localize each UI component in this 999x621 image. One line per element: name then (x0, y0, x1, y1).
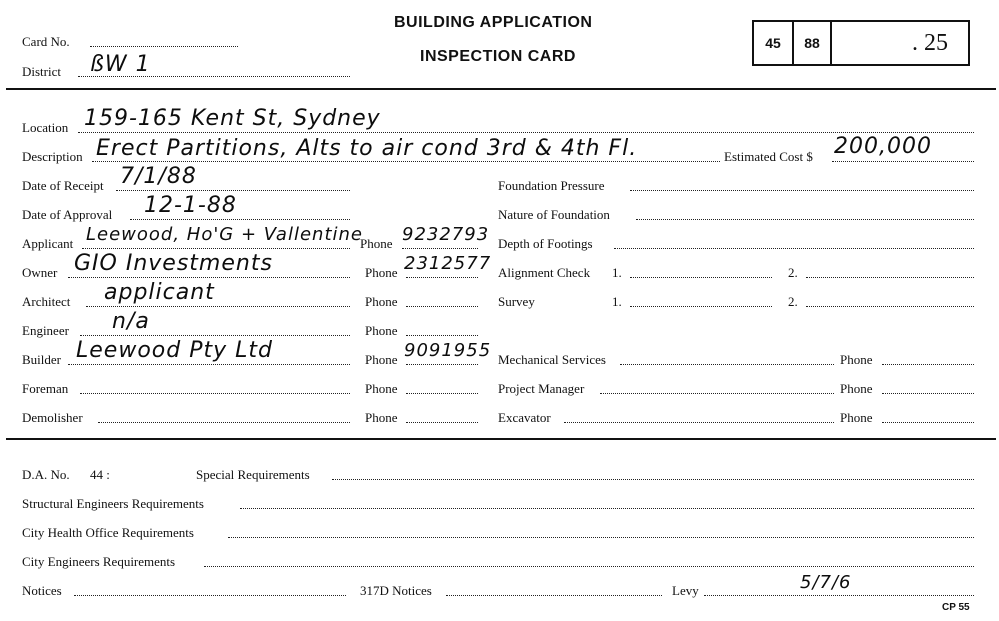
survey-line-2 (806, 306, 974, 307)
applicant-phone-line (402, 248, 478, 249)
engineer-label: Engineer (22, 323, 69, 338)
project-manager-phone-label: Phone (840, 381, 873, 396)
estimated-cost-value: 200,000 (834, 134, 932, 159)
builder-phone-label: Phone (365, 352, 398, 367)
health-requirements-line (228, 537, 974, 538)
owner-value: GIO Investments (74, 251, 273, 276)
estimated-cost-label: Estimated Cost $ (724, 149, 813, 164)
district-value: ßW 1 (90, 52, 151, 77)
alignment-check-num-1: 1. (612, 265, 622, 280)
applicant-line (82, 248, 350, 249)
foreman-line (80, 393, 350, 394)
nature-foundation-label: Nature of Foundation (498, 207, 610, 222)
engineer-phone-label: Phone (365, 323, 398, 338)
notices-line (74, 595, 346, 596)
da-no-value: 44 : (90, 467, 110, 482)
structural-requirements-line (240, 508, 974, 509)
engineer-value: n/a (112, 309, 150, 334)
engineer-line (80, 335, 350, 336)
date-receipt-line (116, 190, 350, 191)
levy-value: 5/7/6 (800, 572, 852, 593)
excavator-phone-line (882, 422, 974, 423)
builder-phone-value: 9091955 (404, 340, 492, 361)
mechanical-label: Mechanical Services (498, 352, 606, 367)
survey-num-2: 2. (788, 294, 798, 309)
excavator-line (564, 422, 834, 423)
city-engineers-requirements-label: City Engineers Requirements (22, 554, 176, 569)
architect-value: applicant (104, 280, 215, 305)
owner-phone-label: Phone (365, 265, 398, 280)
foreman-phone-label: Phone (365, 381, 398, 396)
foreman-phone-line (406, 393, 478, 394)
demolisher-phone-label: Phone (365, 410, 398, 425)
title-line-1: BUILDING APPLICATION (394, 14, 593, 31)
district-label: District (22, 64, 61, 79)
levy-label: Levy (672, 583, 699, 598)
foundation-pressure-line (630, 190, 974, 191)
architect-phone-label: Phone (365, 294, 398, 309)
owner-line (68, 277, 350, 278)
builder-label: Builder (22, 352, 61, 367)
mechanical-phone-line (882, 364, 974, 365)
estimated-cost-line (832, 161, 974, 162)
number-part-3: . 25 (912, 29, 948, 56)
date-receipt-label: Date of Receipt (22, 178, 104, 193)
survey-line-1 (630, 306, 772, 307)
applicant-label: Applicant (22, 236, 74, 251)
applicant-phone-value: 9232793 (402, 224, 490, 245)
location-line (78, 132, 974, 133)
depth-footings-line (614, 248, 974, 249)
date-approval-value: 12-1-88 (144, 193, 237, 218)
survey-label: Survey (498, 294, 535, 309)
number-part-2: 88 (794, 22, 832, 64)
engineer-phone-line (406, 335, 478, 336)
owner-phone-line (406, 277, 478, 278)
alignment-check-line-1 (630, 277, 772, 278)
city-engineers-requirements-line (204, 566, 974, 567)
mechanical-line (620, 364, 834, 365)
card-no-line (90, 46, 238, 47)
divider-middle (6, 438, 996, 440)
number-part-1: 45 (754, 22, 794, 64)
owner-phone-value: 2312577 (404, 253, 492, 274)
excavator-label: Excavator (498, 410, 551, 425)
foreman-label: Foreman (22, 381, 69, 396)
notices-label: Notices (22, 583, 62, 598)
da-no-label: D.A. No. (22, 467, 70, 482)
excavator-phone-label: Phone (840, 410, 873, 425)
architect-label: Architect (22, 294, 71, 309)
applicant-value: Leewood, Ho'G + Vallentine (86, 224, 363, 245)
health-requirements-label: City Health Office Requirements (22, 525, 194, 540)
special-requirements-line (332, 479, 974, 480)
notices-317d-line (446, 595, 662, 596)
date-approval-label: Date of Approval (22, 207, 113, 222)
builder-value: Leewood Pty Ltd (76, 338, 273, 363)
date-receipt-value: 7/1/88 (120, 164, 197, 189)
application-number-box (752, 20, 970, 66)
demolisher-phone-line (406, 422, 478, 423)
project-manager-label: Project Manager (498, 381, 585, 396)
levy-line (704, 595, 974, 596)
alignment-check-line-2 (806, 277, 974, 278)
demolisher-line (98, 422, 350, 423)
divider-top (6, 88, 996, 90)
depth-footings-label: Depth of Footings (498, 236, 593, 251)
alignment-check-label: Alignment Check (498, 265, 591, 280)
form-code: CP 55 (942, 602, 970, 613)
date-approval-line (130, 219, 350, 220)
nature-foundation-line (636, 219, 974, 220)
foundation-pressure-label: Foundation Pressure (498, 178, 605, 193)
alignment-check-num-2: 2. (788, 265, 798, 280)
builder-line (68, 364, 350, 365)
applicant-phone-label: Phone (360, 236, 393, 251)
special-requirements-label: Special Requirements (196, 467, 310, 482)
project-manager-phone-line (882, 393, 974, 394)
title-line-2: INSPECTION CARD (420, 48, 576, 65)
mechanical-phone-label: Phone (840, 352, 873, 367)
card-no-label: Card No. (22, 34, 70, 49)
owner-label: Owner (22, 265, 58, 280)
architect-phone-line (406, 306, 478, 307)
description-label: Description (22, 149, 83, 164)
demolisher-label: Demolisher (22, 410, 83, 425)
structural-requirements-label: Structural Engineers Requirements (22, 496, 204, 511)
survey-num-1: 1. (612, 294, 622, 309)
architect-line (86, 306, 350, 307)
description-value: Erect Partitions, Alts to air cond 3rd & 4th Fl. (96, 136, 638, 161)
notices-317d-label: 317D Notices (360, 583, 432, 598)
location-label: Location (22, 120, 69, 135)
location-value: 159-165 Kent St, Sydney (84, 106, 381, 131)
project-manager-line (600, 393, 834, 394)
builder-phone-line (406, 364, 478, 365)
